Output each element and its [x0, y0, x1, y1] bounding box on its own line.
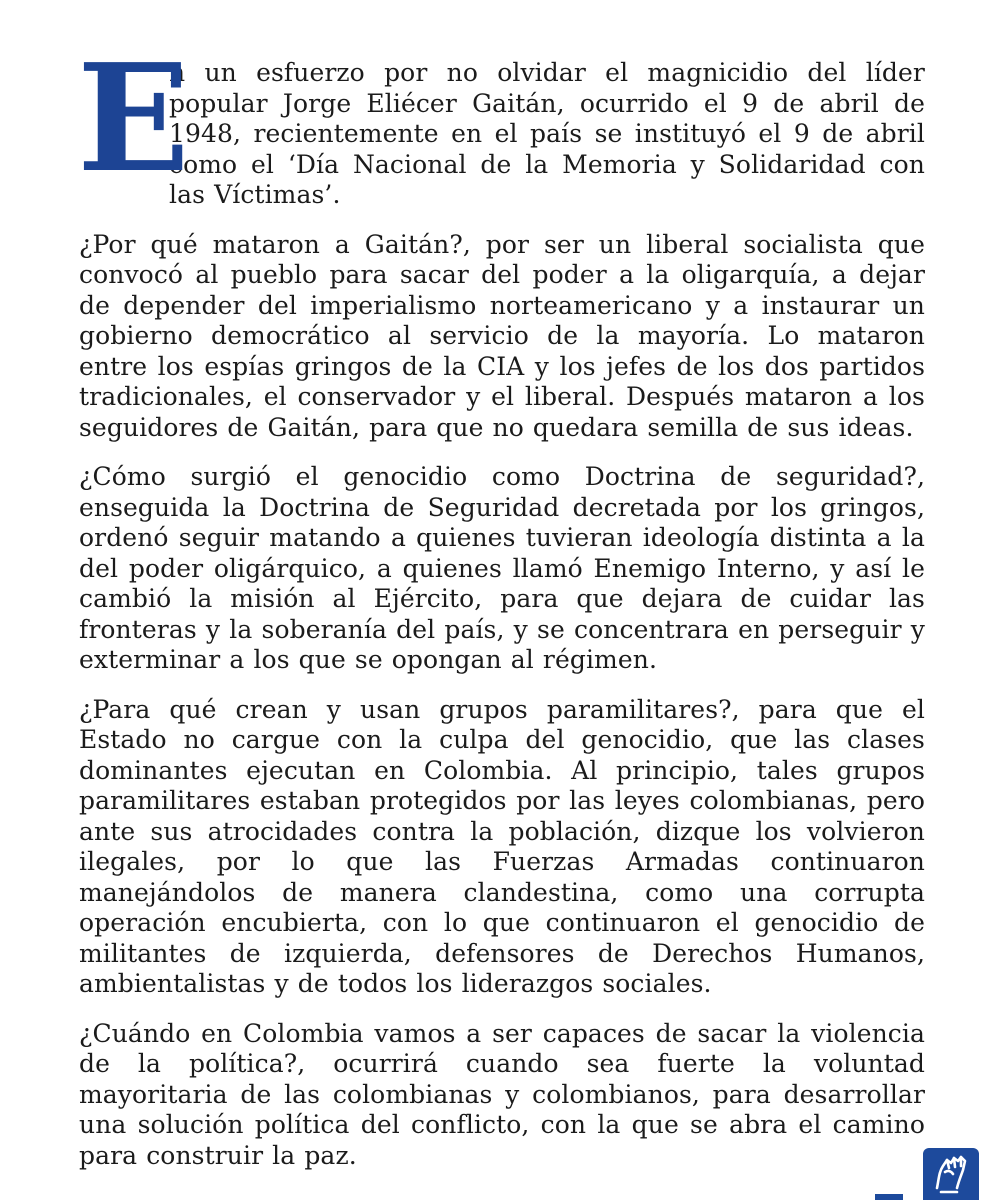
- raised-fist-icon: [923, 1148, 979, 1200]
- drop-cap: [77, 31, 190, 205]
- paragraph-doctrine: ¿Cómo surgió el genocidio como Doctrina de seguridad?, enseguida la Doctrina de Seguridad decretada por los gringos, ordenó seguir matando a quienes tuvieran ideología distinta a la del poder oligárquico, a quienes llamó Enemigo Interno, y así le cambió la misión al Ejército, para que dejara de cuidar las fronteras y la soberanía del país, y se concentrara en perseguir y exterminar a los que se opongan al régimen.: [79, 462, 925, 674]
- paragraph-text: n un esfuerzo por no olvidar el magnicidio del líder popular Jorge Eliécer Gaitán, ocurrido el 9 de abril de 1948, recientemente en el país se instituyó el 9 de abril como el ‘Día Nacional de la Memoria y Solidaridad con las Víctimas’.: [169, 58, 925, 209]
- corner-accent-bar: [875, 1194, 903, 1200]
- paragraph-intro: [77, 31, 925, 211]
- paragraph-gaitan: ¿Por qué mataron a Gaitán?, por ser un liberal socialista que convocó al pueblo para sacar del poder a la oligarquía, a dejar de depender del imperialismo norteamericano y a instaurar un gobierno democrático al servicio de la mayoría. Lo mataron entre los espías gringos de la CIA y los jefes de los dos partidos tradicionales, el conservador y el liberal. Después mataron a los seguidores de Gaitán, para que no quedara semilla de sus ideas.: [79, 229, 925, 442]
- article-body: [77, 31, 925, 1190]
- paragraph-peace: ¿Cuándo en Colombia vamos a ser capaces de sacar la violencia de la política?, ocurrirá cuando sea fuerte la voluntad mayoritaria de las colombianas y colombianos, para desarrollar una solución política del conflicto, con la que se abra el camino para construir la paz.: [79, 1018, 925, 1170]
- drop-cap-letter: E: [77, 31, 190, 205]
- paragraph-paramilitary: ¿Para qué crean y usan grupos paramilitares?, para que el Estado no cargue con la culpa del genocidio, que las clases dominantes ejecutan en Colombia. Al principio, tales grupos paramilitares estaban protegidos por las leyes colombianas, pero ante sus atrocidades contra la población, dizque los volvieron ilegales, por lo que las Fuerzas Armadas continuaron manejándolos de manera clandestina, como una corrupta operación encubierta, con lo que continuaron el genocidio de militantes de izquierda, defensores de Derechos Humanos, ambientalistas y de todos los liderazgos sociales.: [79, 694, 925, 998]
